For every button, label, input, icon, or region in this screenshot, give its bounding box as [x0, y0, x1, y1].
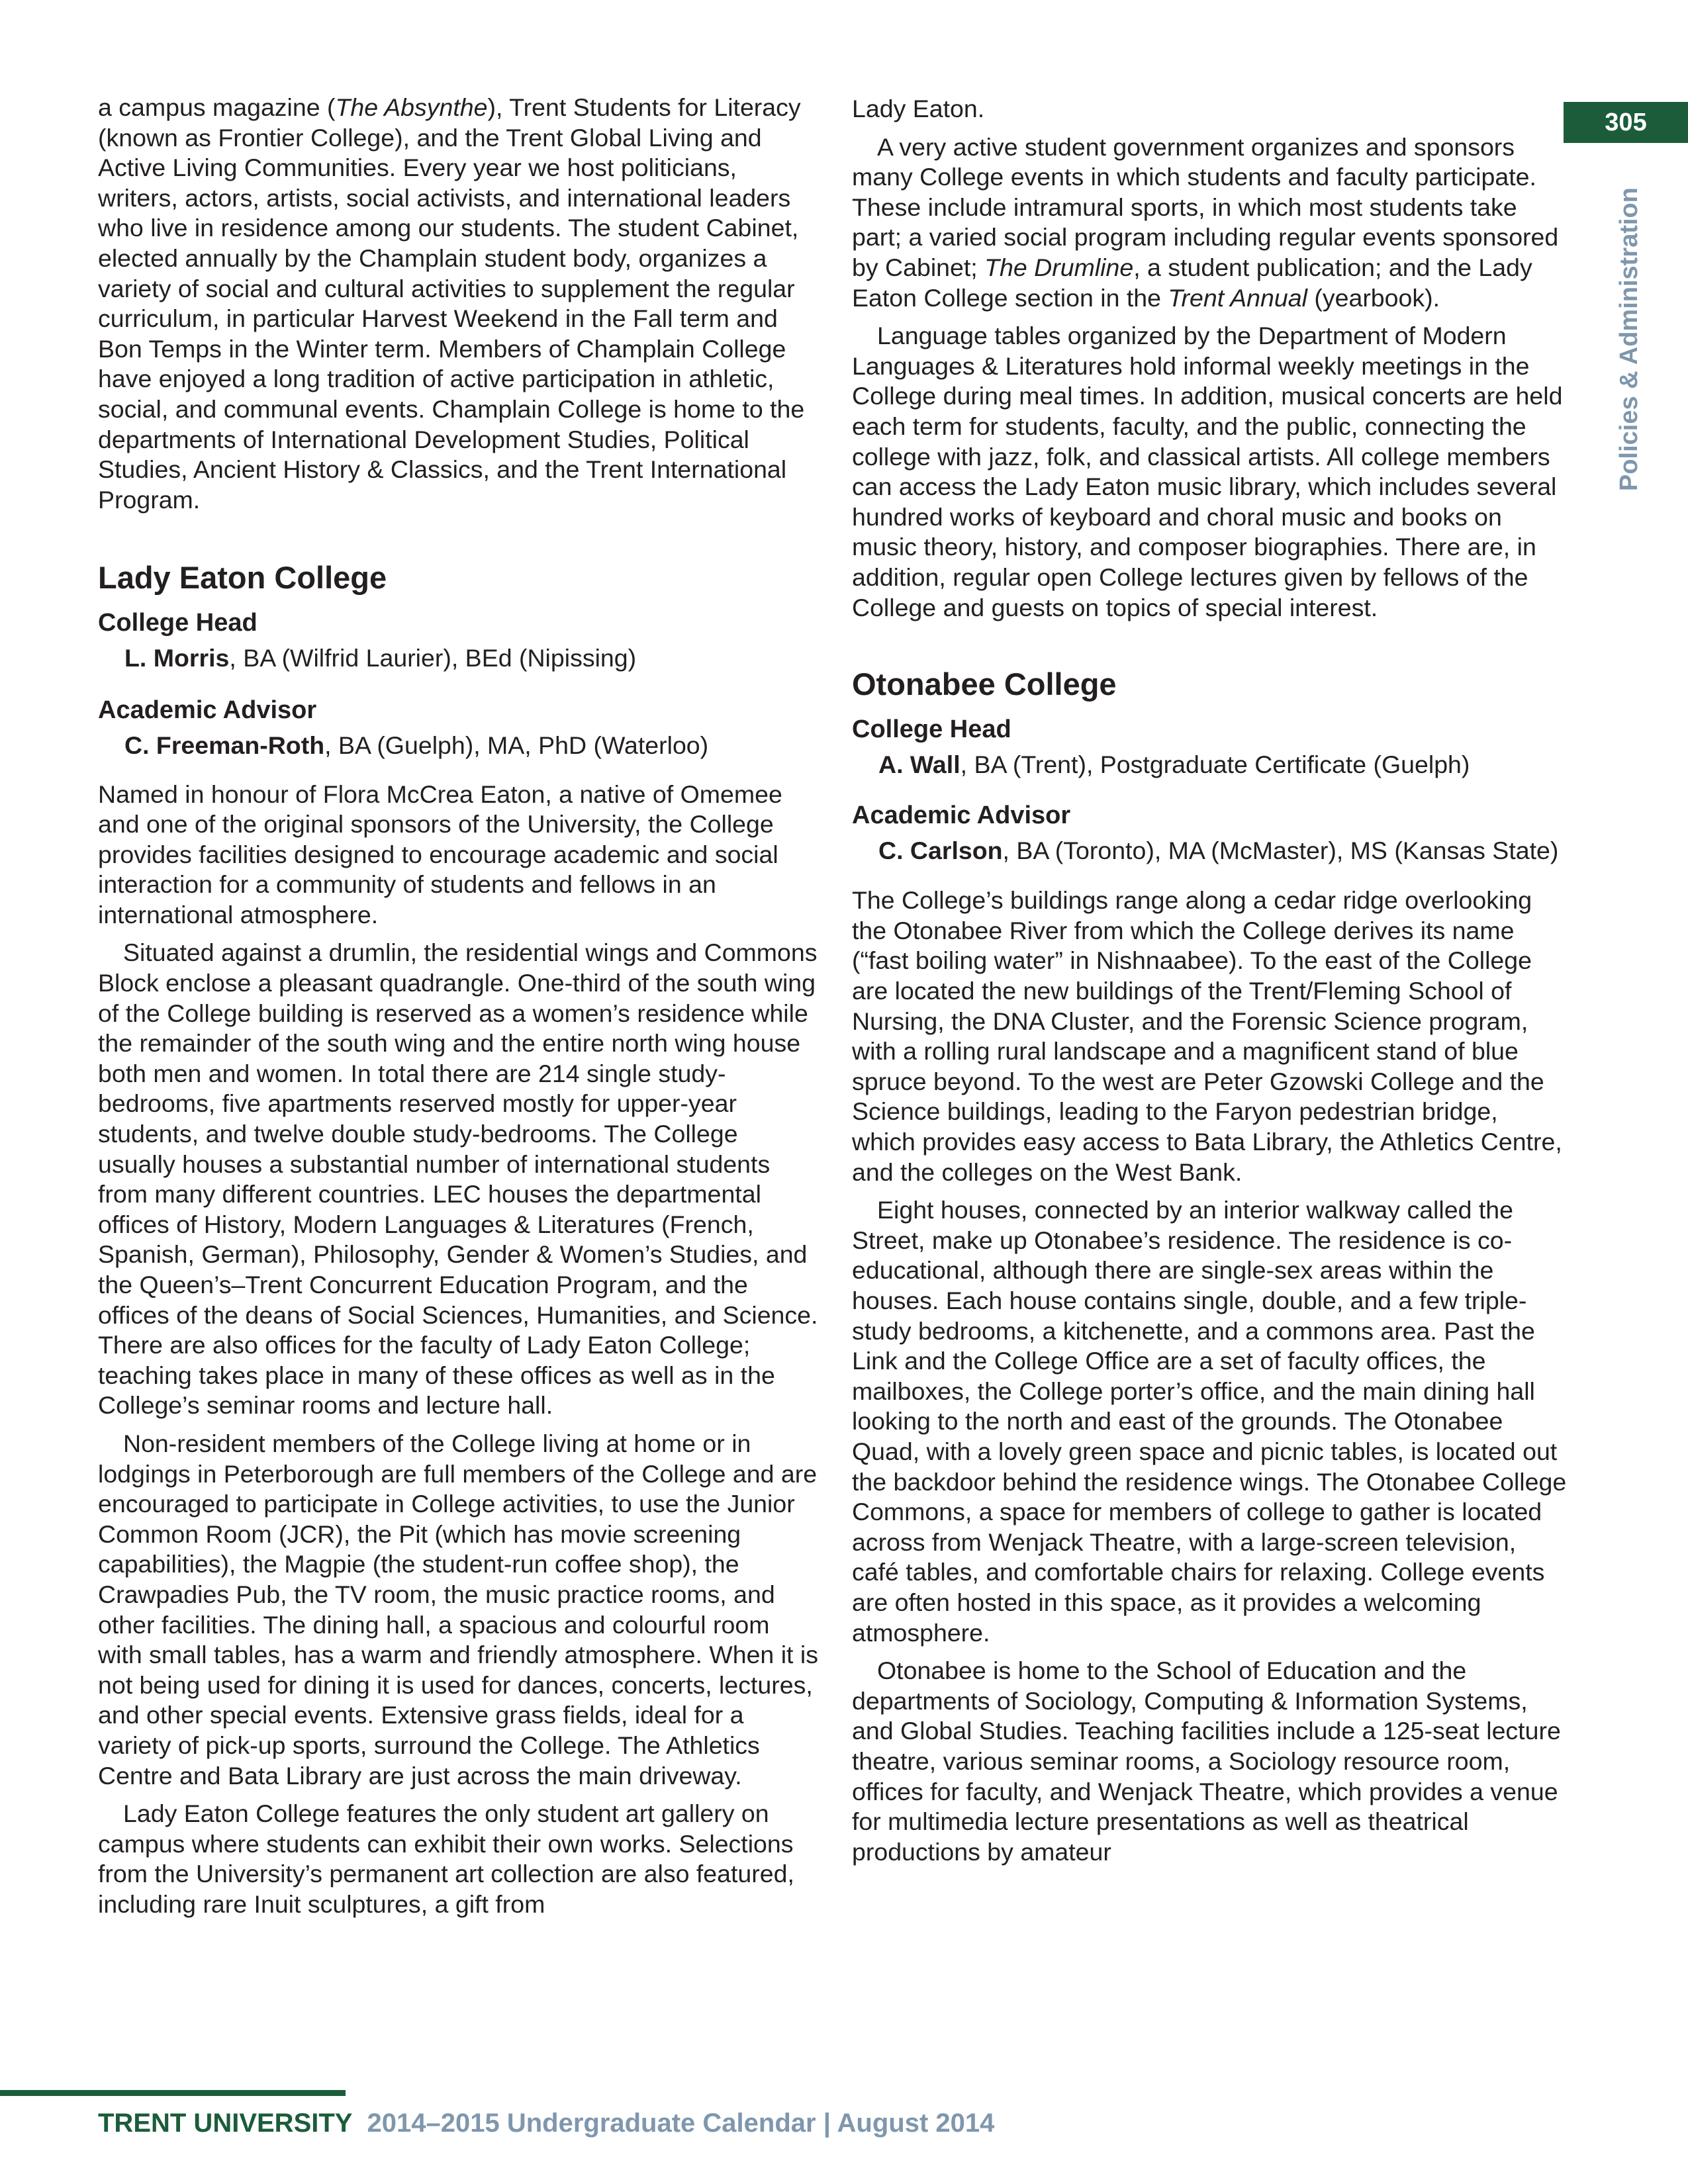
footer-calendar: 2014–2015 Undergraduate Calendar | August 2014	[367, 2109, 995, 2138]
otonabee-paragraph-1: The College’s buildings range along a cedar ridge overlooking the Otonabee River from which the College derives its name (“fast boiling water” in Nishnaabee). To the east of the College are located the new buildings of the Trent/Fleming School of Nursing, the DNA Cluster, and the Forensic Science program, with a rolling rural landscape and a magnificent stand of blue spruce beyond. To the west are Peter Gzowski College and the Science buildings, leading to the Faryon pedestrian bridge, which provides easy access to Bata Library, the Athletics Centre, and the colleges on the West Bank.	[852, 886, 1562, 1186]
section-side-label: Policies & Administration	[1615, 187, 1643, 491]
left-column	[98, 93, 820, 1919]
magazine-title: The Absynthe	[335, 93, 488, 121]
otonabee-head-label: College Head	[852, 715, 1011, 744]
lady-eaton-paragraph-4: Lady Eaton College features the only student art gallery on campus where students can exhibit their own works. Selections from the University’s permanent art collection are also featured, including rare Inuit sculptures, a gift from	[98, 1799, 794, 1918]
lady-eaton-paragraph-3: Non-resident members of the College living at home or in lodgings in Peterborough are full members of the College and are encouraged to participate in College activities, to use the Junior Common Room (JCR), the Pit (which has movie screening capabilities), the Magpie (the student-run coffee shop), the Crawpadies Pub, the TV room, the music practice rooms, and other facilities. The dining hall, a spacious and colourful room with small tables, has a warm and friendly atmosphere. When it is not being used for dining it is used for dances, concerts, lectures, and other special events. Extensive grass fields, ideal for a variety of pick-up sports, surround the College. The Athletics Centre and Bata Library are just across the main driveway.	[98, 1429, 818, 1790]
right-column	[852, 94, 1567, 1867]
lady-eaton-advisor-label: Academic Advisor	[98, 696, 317, 724]
otonabee-head-name: A. Wall	[878, 751, 961, 779]
lady-eaton-paragraph-5: A very active student government organizes and sponsors many College events in which students and faculty participate. These include intramural sports, in which most students take part; a varied social program including regular events sponsored by Cabinet; The Drumline, a student publication; and the Lady Eaton College section in the Trent Annual (yearbook).	[852, 132, 1559, 312]
lady-eaton-head-entry: L. Morris, BA (Wilfrid Laurier), BEd (Nipissing)	[124, 644, 637, 672]
champlain-continued-paragraph: a campus magazine (The Absynthe), Trent Students for Literacy (known as Frontier College), and the Trent Global Living and Active Living Communities. Every year we host politicians, writers, actors, artists, social activists, and international leaders who live in residence among our students. The student Cabinet, elected annually by the Champlain student body, organizes a variety of social and cultural activities to supplement the regular curriculum, in particular Harvest Weekend in the Fall term and Bon Temps in the Winter term. Members of Champlain College have enjoyed a long tradition of active participation in athletic, social, and communal events. Champlain College is home to the departments of International Development Studies, Political Studies, Ancient History & Classics, and the Trent International Program.	[98, 93, 805, 514]
lady-eaton-paragraph-6: Language tables organized by the Department of Modern Languages & Literatures hold informal weekly meetings in the College during meal times. In addition, musical concerts are held each term for students, faculty, and the public, connecting the college with jazz, folk, and classical artists. All college members can access the Lady Eaton music library, which includes several hundred works of keyboard and choral music and books on music theory, history, and composer biographies. There are, in addition, regular open College lectures given by fellows of the College and guests on topics of special interest.	[852, 322, 1563, 621]
drumline-title: The Drumline	[984, 253, 1134, 281]
page-number: 305	[1564, 102, 1688, 143]
otonabee-advisor-label: Academic Advisor	[852, 801, 1071, 829]
otonabee-paragraph-2: Eight houses, connected by an interior walkway called the Street, make up Otonabee’s residence. The residence is co-educational, although there are single-sex areas within the houses. Each house contains single, double, and a few triple-study bedrooms, a kitchenette, and a commons area. Past the Link and the College Office are a set of faculty offices, the mailboxes, the College porter’s office, and the main dining hall looking to the north and east of the grounds. The Otonabee Quad, with a lovely green space and picnic tables, is located out the backdoor behind the residence wings. The Otonabee College Commons, a space for members of college to gather is located across from Wenjack Theatre, with a large-screen television, café tables, and comfortable chairs for relaxing. College events are often hosted in this space, as it provides a welcoming atmosphere.	[852, 1196, 1567, 1647]
lady-eaton-head-name: L. Morris	[124, 644, 230, 672]
lady-eaton-advisor-name: C. Freeman-Roth	[124, 731, 325, 759]
footer-rule	[0, 2090, 346, 2096]
lady-eaton-paragraph-2: Situated against a drumlin, the residential wings and Commons Block enclose a pleasant quadrangle. One-third of the south wing of the College building is reserved as a women’s residence while the remainder of the south wing and the entire north wing house both men and women. In total there are 214 single study-bedrooms, five apartments reserved mostly for upper-year students, and twelve double study-bedrooms. The College usually houses a substantial number of international students from many different countries. LEC houses the departmental offices of History, Modern Languages & Literatures (French, Spanish, German), Philosophy, Gender & Women’s Studies, and the Queen’s–Trent Concurrent Education Program, and the offices of the deans of Social Sciences, Humanities, and Science. There are also offices for the faculty of Lady Eaton College; teaching takes place in many of these offices as well as in the College’s seminar rooms and lecture hall.	[98, 938, 818, 1420]
lady-eaton-paragraph-1: Named in honour of Flora McCrea Eaton, a native of Omemee and one of the original sponsors of the University, the College provides facilities designed to encourage academic and social interaction for a community of students and fellows in an international atmosphere.	[98, 780, 782, 929]
lady-eaton-head-label: College Head	[98, 609, 258, 637]
otonabee-advisor-name: C. Carlson	[878, 836, 1003, 864]
trent-annual-title: Trent Annual	[1168, 283, 1307, 312]
lady-eaton-heading: Lady Eaton College	[98, 560, 387, 596]
otonabee-heading: Otonabee College	[852, 666, 1117, 702]
otonabee-paragraph-3: Otonabee is home to the School of Education and the departments of Sociology, Computing & Information Systems, and Global Studies. Teaching facilities include a 125-seat lecture theatre, various seminar rooms, a Sociology resource room, offices for faculty, and Wenjack Theatre, which provides a venue for multimedia lecture presentations as well as theatrical productions by amateur	[852, 1657, 1561, 1866]
lady-eaton-paragraph-4-continued: Lady Eaton.	[852, 95, 985, 122]
footer-university: TRENT UNIVERSITY	[98, 2109, 353, 2138]
footer	[98, 2109, 994, 2138]
otonabee-advisor-entry: C. Carlson, BA (Toronto), MA (McMaster), MS (Kansas State)	[878, 836, 1559, 864]
lady-eaton-advisor-entry: C. Freeman-Roth, BA (Guelph), MA, PhD (Waterloo)	[124, 731, 709, 759]
otonabee-head-entry: A. Wall, BA (Trent), Postgraduate Certificate (Guelph)	[878, 751, 1470, 779]
